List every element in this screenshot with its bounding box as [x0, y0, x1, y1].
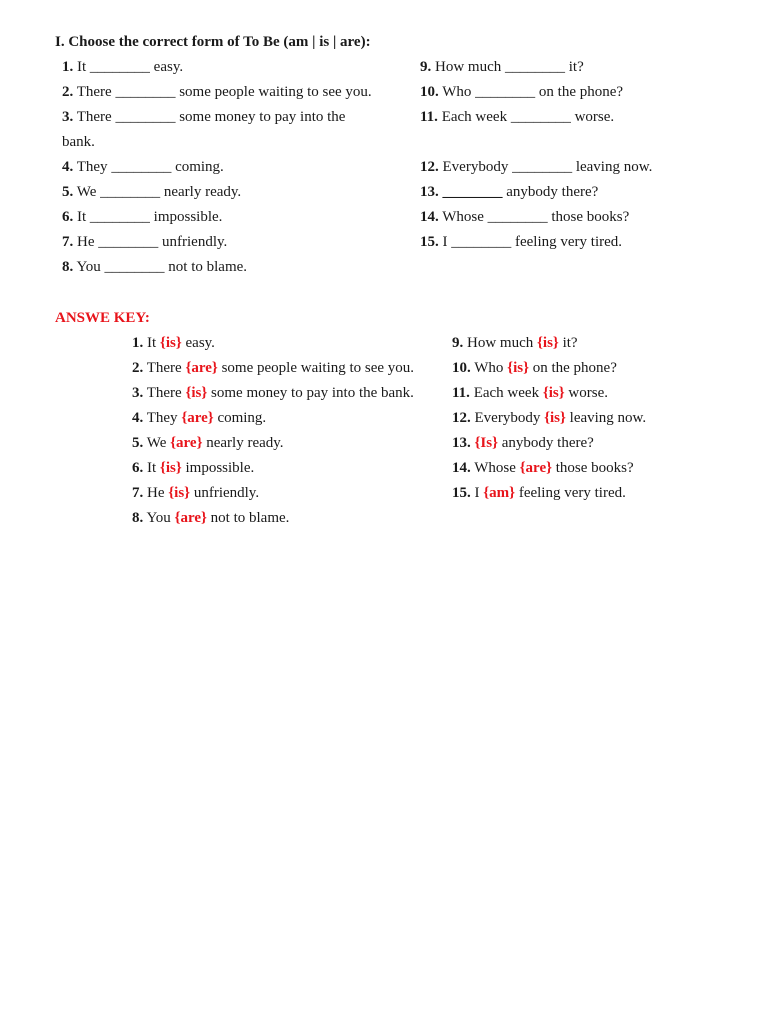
answer-item-5	[132, 431, 442, 456]
item-number: 7.	[62, 234, 74, 250]
item-text-before: We	[146, 435, 167, 451]
answer-item-7	[132, 481, 442, 506]
answer-item-6	[132, 456, 442, 481]
exercise-item-1	[62, 55, 382, 80]
item-text-before: There	[146, 360, 182, 376]
answer-key-title: ANSWE KEY:	[55, 310, 150, 326]
item-number: 13.	[452, 435, 471, 451]
spacer	[420, 130, 720, 155]
answer-blank: ________	[512, 159, 573, 175]
item-number: 3.	[132, 385, 144, 401]
item-text-after: it?	[562, 335, 578, 351]
answer-value: {is}	[537, 335, 559, 351]
item-number: 5.	[62, 184, 74, 200]
answer-blank: ________	[111, 159, 172, 175]
answer-value: {is}	[507, 360, 529, 376]
item-number: 10.	[452, 360, 471, 376]
item-text-before: We	[76, 184, 97, 200]
worksheet-heading: I. Choose the correct form of To Be (am | is | are):	[55, 34, 371, 50]
answer-value: {are}	[181, 410, 214, 426]
item-text-before: How much	[435, 59, 502, 75]
item-text-after: those books?	[551, 209, 630, 225]
item-text-before: Who	[442, 84, 472, 100]
answer-blank: ________	[100, 184, 161, 200]
item-text-after: feeling very tired.	[515, 234, 623, 250]
item-number: 11.	[452, 385, 470, 401]
answer-blank: ________	[115, 109, 176, 125]
item-text-before: It	[147, 460, 157, 476]
item-text-after: feeling very tired.	[518, 485, 626, 501]
answer-blank: ________	[475, 84, 536, 100]
answer-value: {is}	[159, 335, 182, 351]
exercise-item-10	[420, 80, 720, 105]
answer-item-15	[452, 481, 742, 506]
item-text-after: easy.	[185, 335, 215, 351]
answer-item-9	[452, 331, 742, 356]
item-number: 2.	[132, 360, 144, 376]
item-text-after: impossible.	[185, 460, 255, 476]
answer-item-8	[132, 506, 442, 531]
answer-blank: ________	[451, 234, 512, 250]
item-text-after: leaving now.	[569, 410, 647, 426]
item-number: 1.	[62, 59, 74, 75]
item-number: 15.	[420, 234, 439, 250]
item-text-after: anybody there?	[501, 435, 594, 451]
answer-item-10	[452, 356, 742, 381]
answer-blank: ________	[115, 84, 176, 100]
answer-value: {is}	[544, 410, 566, 426]
answer-blank: ________	[487, 209, 548, 225]
answer-blank: ________	[505, 59, 565, 75]
answer-blank: ________	[89, 209, 150, 225]
answer-item-12	[452, 406, 742, 431]
item-number: 14.	[420, 209, 439, 225]
item-text-after: leaving now.	[575, 159, 653, 175]
answer-blank: ________	[98, 234, 159, 250]
answer-blank: ________	[104, 259, 165, 275]
item-text-after: impossible.	[153, 209, 223, 225]
item-text-after: nearly ready.	[163, 184, 242, 200]
item-number: 4.	[62, 159, 74, 175]
answer-value: {am}	[483, 485, 516, 501]
exercise-item-9	[420, 55, 720, 80]
item-number: 1.	[132, 335, 144, 351]
item-text-before: He	[147, 485, 165, 501]
exercise-item-14	[420, 205, 720, 230]
item-number: 10.	[420, 84, 439, 100]
item-text-before: There	[76, 84, 112, 100]
answer-value: {are}	[519, 460, 553, 476]
item-text-after: on the phone?	[532, 360, 617, 376]
item-number: 13.	[420, 184, 439, 200]
exercise-item-5	[62, 180, 382, 205]
item-text-before: They	[76, 159, 108, 175]
answer-value: {is}	[168, 485, 191, 501]
item-text-before: There	[76, 109, 112, 125]
answer-blank: ________	[89, 59, 150, 75]
item-number: 12.	[452, 410, 471, 426]
answer-item-14	[452, 456, 742, 481]
answer-item-2	[132, 356, 442, 381]
item-text-after: unfriendly.	[162, 234, 228, 250]
item-text-after: some money to pay into the bank.	[211, 385, 414, 401]
item-text-before: Each week	[441, 109, 508, 125]
item-text-before: Whose	[442, 209, 484, 225]
exercise-item-12	[420, 155, 720, 180]
answer-item-11	[452, 381, 742, 406]
item-text-after: some people waiting to see you.	[221, 360, 415, 376]
exercise-right-column	[420, 55, 720, 255]
exercise-item-4	[62, 155, 382, 180]
exercise-left-column	[62, 55, 382, 280]
exercise-item-3	[62, 105, 382, 155]
item-text-before: Whose	[474, 460, 516, 476]
item-text-after: worse.	[574, 109, 615, 125]
exercise-item-11	[420, 105, 720, 130]
item-text-before: Everybody	[474, 410, 541, 426]
item-text-before: Everybody	[442, 159, 509, 175]
exercise-item-7	[62, 230, 382, 255]
item-text-after: those books?	[555, 460, 634, 476]
item-text-after: anybody there?	[506, 184, 599, 200]
answer-value: {are}	[174, 510, 207, 526]
item-number: 6.	[62, 209, 74, 225]
item-text-after: not to blame.	[210, 510, 290, 526]
answer-value: {are}	[170, 435, 203, 451]
item-text-after: some people waiting to see you.	[179, 84, 372, 100]
item-number: 9.	[452, 335, 464, 351]
item-text-after: not to blame.	[168, 259, 248, 275]
item-text-before: Who	[474, 360, 504, 376]
item-text-after: some money to pay into the bank.	[62, 109, 346, 150]
item-text-before: I	[474, 485, 480, 501]
item-text-after: coming.	[175, 159, 224, 175]
item-number: 12.	[420, 159, 439, 175]
item-text-before: Each week	[473, 385, 540, 401]
item-text-before: You	[76, 259, 101, 275]
item-number: 9.	[420, 59, 432, 75]
answer-value: {is}	[159, 460, 182, 476]
item-text-after: nearly ready.	[206, 435, 284, 451]
answer-item-1	[132, 331, 442, 356]
exercise-item-2	[62, 80, 382, 105]
item-text-after: it?	[568, 59, 584, 75]
answer-value: {Is}	[474, 435, 498, 451]
item-text-before: It	[77, 59, 87, 75]
item-text-before: You	[146, 510, 171, 526]
exercise-item-8	[62, 255, 382, 280]
item-number: 6.	[132, 460, 144, 476]
item-number: 7.	[132, 485, 144, 501]
item-text-before: I	[442, 234, 448, 250]
item-text-before: It	[77, 209, 87, 225]
exercise-item-13	[420, 180, 720, 205]
answer-value: {are}	[185, 360, 218, 376]
item-number: 5.	[132, 435, 144, 451]
item-text-before: There	[146, 385, 182, 401]
answer-item-3	[132, 381, 442, 406]
answer-item-13	[452, 431, 742, 456]
item-number: 4.	[132, 410, 144, 426]
answer-item-4	[132, 406, 442, 431]
item-number: 14.	[452, 460, 471, 476]
item-number: 3.	[62, 109, 74, 125]
answer-value: {is}	[542, 385, 565, 401]
answer-key-right-column	[452, 331, 742, 506]
item-number: 11.	[420, 109, 438, 125]
item-text-before: How much	[467, 335, 534, 351]
item-number: 8.	[132, 510, 144, 526]
answer-blank: ________	[510, 109, 571, 125]
item-text-before: They	[146, 410, 178, 426]
item-text-before: It	[147, 335, 157, 351]
item-text-after: on the phone?	[538, 84, 624, 100]
answer-key-left-column	[132, 331, 442, 531]
item-number: 2.	[62, 84, 74, 100]
answer-value: {is}	[185, 385, 208, 401]
item-text-after: worse.	[568, 385, 608, 401]
item-text-after: coming.	[217, 410, 267, 426]
item-text-after: easy.	[153, 59, 184, 75]
item-text-after: unfriendly.	[193, 485, 260, 501]
answer-blank: ________	[442, 184, 503, 200]
exercise-item-15	[420, 230, 720, 255]
item-text-before: He	[77, 234, 95, 250]
item-number: 15.	[452, 485, 471, 501]
exercise-item-6	[62, 205, 382, 230]
item-number: 8.	[62, 259, 74, 275]
